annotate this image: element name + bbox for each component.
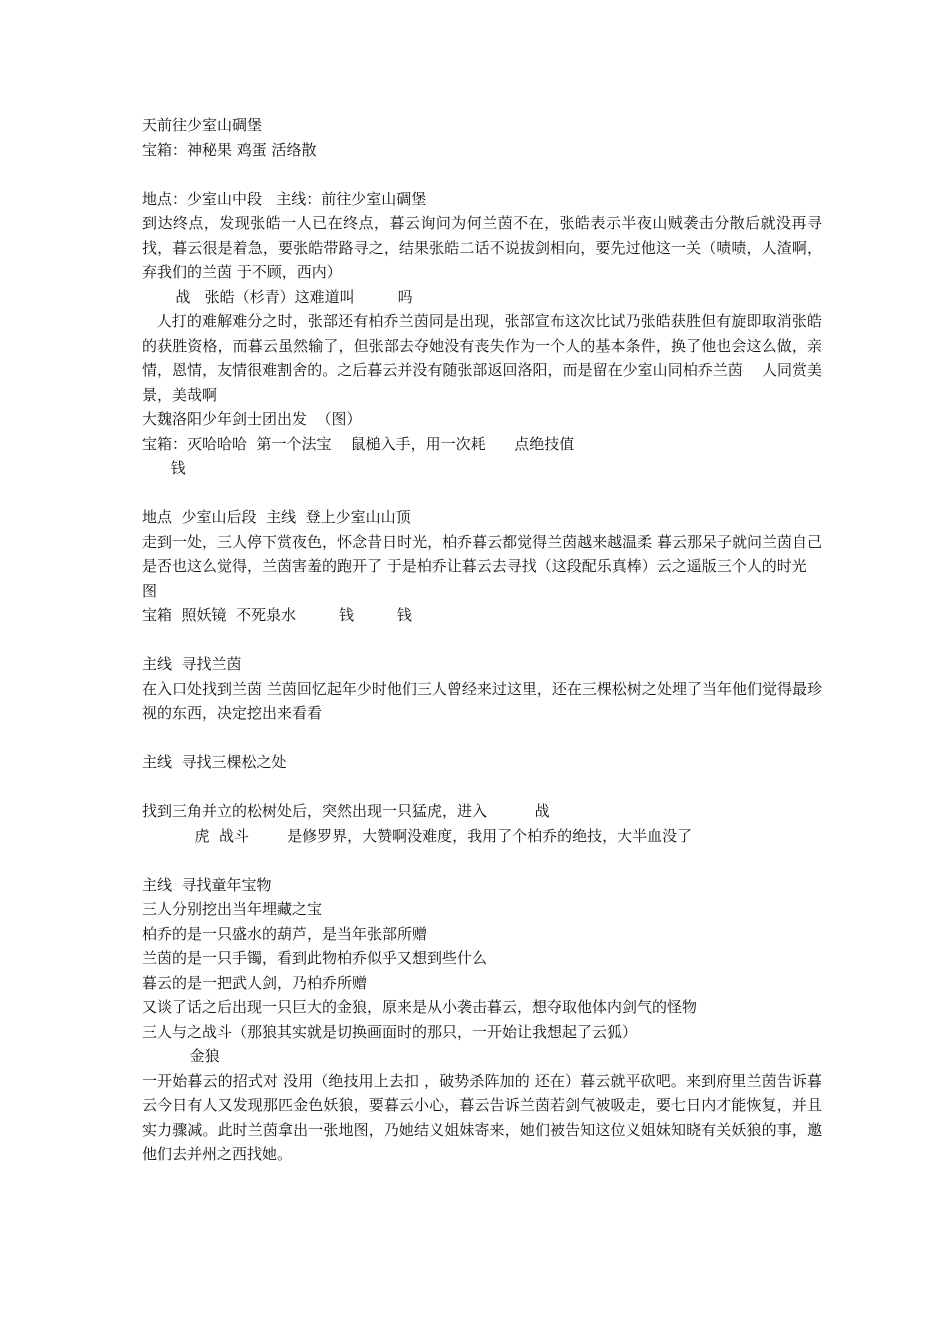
text-line: 宝箱：灭哈哈哈 第一个法宝 鼠槌入手，用一次耗 点绝技值 [142, 434, 575, 453]
blank-line [142, 162, 822, 187]
text-line: 找到三角并立的松树处后，突然出现一只猛虎，进入 战 [142, 802, 550, 820]
section-heading: 主线 寻找三棵松之处 [142, 753, 287, 771]
text-line: 柏乔的是一只盛水的葫芦，是当年张部所赠 [142, 924, 428, 943]
blank-line [142, 726, 822, 751]
text-line: 虎 战斗 是修罗界，大赞啊没难度，我用了个柏乔的绝技，大半血没了 [142, 826, 693, 845]
section-heading: 地点：少室山中段 主线：前往少室山碉堡 [142, 189, 427, 208]
text-line: 金狼 [142, 1047, 220, 1065]
paragraph: 在入口处找到兰茵 兰茵回忆起年少时他们三人曾经来过这里，还在三棵松树之处埋了当年他们觉得最珍视的东西，决定挖出来看看 [142, 679, 822, 722]
paragraph: 一开始暮云的招式对 没用（绝技用上去扣 ，破势杀阵加的 还在）暮云就平砍吧。来到府里兰茵告诉暮云今日有人又发现那匹金色妖狼，要暮云小心，暮云告诉兰茵若剑气被吸走，要七日内才能恢复，并且实力骤减。此时兰茵拿出一张地图，乃她结义姐妹寄来，她们被告知这位义姐妹知晓有关妖狼的事，邀他们去并州之西找她。 [142, 1071, 822, 1163]
text-line: 宝箱 照妖镜 不死泉水 钱 钱 [142, 606, 412, 624]
paragraph: 人打的难解难分之时，张部还有柏乔兰茵同是出现，张部宣布这次比试乃张皓获胜但有旋即取消张皓的获胜资格，而暮云虽然输了，但张部去夺她没有丧失作为一个人的基本条件，换了他也会这么做，亲情，恩情，友情很难割舍的。之后暮云并没有随张部返回洛阳，而是留在少室山同柏乔兰茵 人同赏美景，美哉啊 [142, 312, 822, 404]
blank-line [142, 481, 822, 506]
text-line: 暮云的是一把武人剑，乃柏乔所赠 [142, 973, 368, 992]
document-page [142, 113, 822, 1167]
text-line: 又谈了话之后出现一只巨大的金狼，原来是从小袭击暮云，想夺取他体内剑气的怪物 [142, 998, 698, 1016]
text-line: 图 [142, 581, 158, 600]
paragraph: 走到一处，三人停下赏夜色，怀念昔日时光，柏乔暮云都觉得兰茵越来越温柔 暮云那呆子就问兰茵自己是否也这么觉得，兰茵害羞的跑开了 于是柏乔让暮云去寻找（这段配乐真棒）云之遥版三个人的时光 [142, 532, 822, 575]
text-line: 兰茵的是一只手镯，看到此物柏乔似乎又想到些什么 [142, 949, 488, 967]
text-line: 钱 [142, 459, 186, 477]
text-line: 三人与之战斗（那狼其实就是切换画面时的那只，一开始让我想起了云狐） [142, 1022, 638, 1041]
section-heading: 主线 寻找童年宝物 [142, 875, 272, 894]
text-line: 大魏洛阳少年剑士团出发 （图） [142, 410, 362, 428]
blank-line [142, 628, 822, 653]
text-line: 宝箱：神秘果 鸡蛋 活络散 [142, 140, 317, 159]
blank-line [142, 848, 822, 873]
text-line: 三人分别挖出当年埋藏之宝 [142, 900, 323, 918]
blank-line [142, 775, 822, 800]
text-line: 战 张皓（杉青）这难道叫 吗 [142, 287, 413, 306]
section-heading: 地点 少室山后段 主线 登上少室山山顶 [142, 508, 411, 526]
paragraph: 到达终点，发现张皓一人已在终点，暮云询问为何兰茵不在，张皓表示半夜山贼袭击分散后就没再寻找，暮云很是着急，要张皓带路寻之，结果张皓二话不说拔剑相向，要先过他这一关（啧啧，人渣啊，弃我们的兰茵 于不顾，西内） [142, 214, 822, 281]
section-heading: 主线 寻找兰茵 [142, 655, 242, 673]
text-line: 天前往少室山碉堡 [142, 116, 263, 134]
